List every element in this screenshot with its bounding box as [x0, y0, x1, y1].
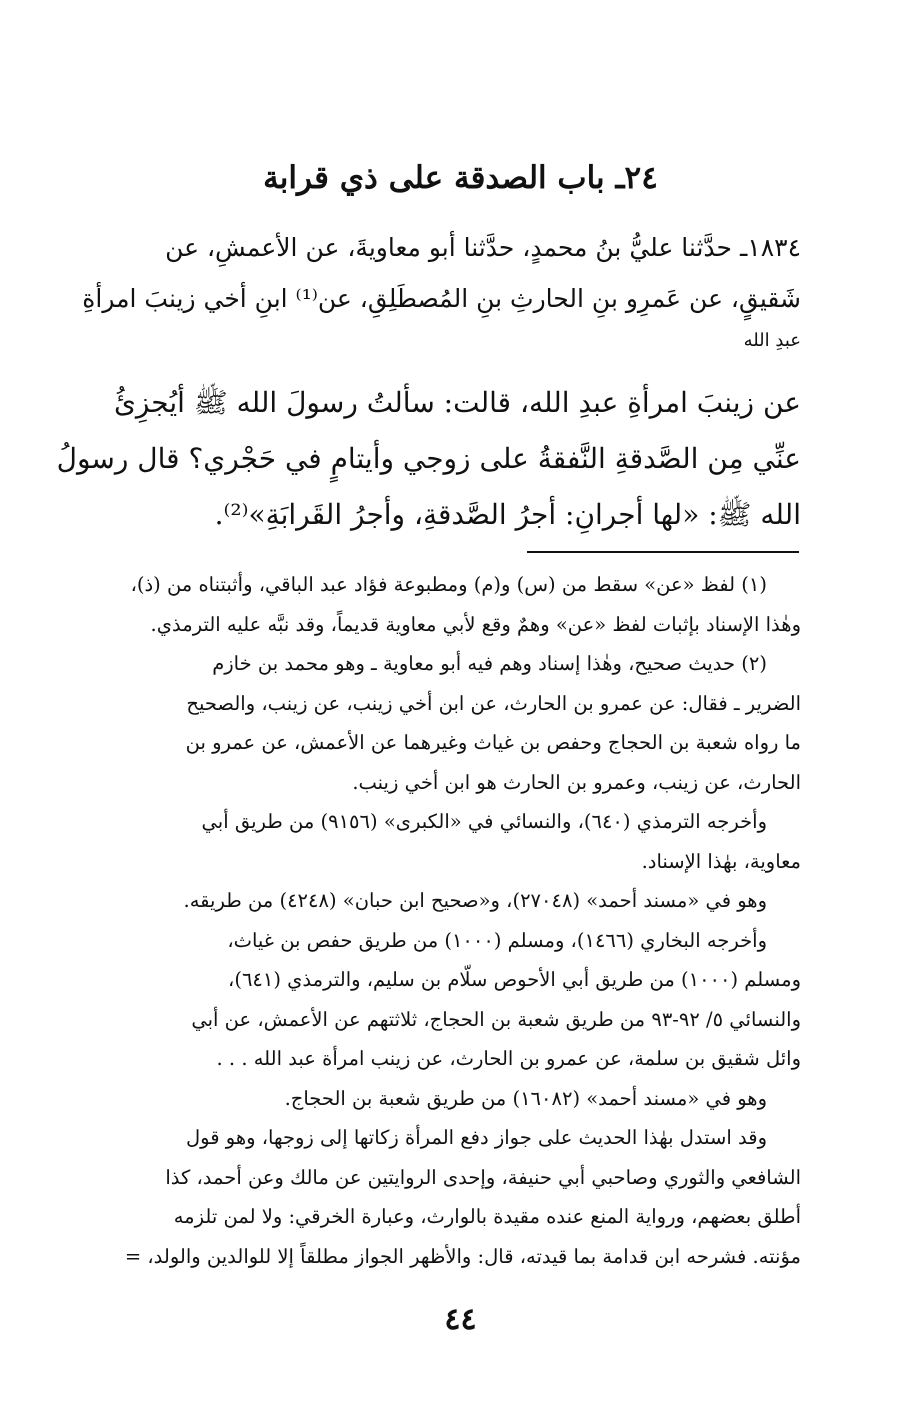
footnote-line: وقد استدل بهٰذا الحديث على جواز دفع المرأة زكاتها إلى زوجها، وهو قول — [185, 1126, 767, 1149]
footnote-line: الضرير ـ فقال: عن عمرو بن الحارث، عن ابن أخي زينب، عن زينب، والصحيح — [186, 691, 801, 715]
chapter-title: ٢٤ـ باب الصدقة على ذي قرابة — [263, 160, 658, 196]
footnote-line: والنسائي ٥/ ٩٢-٩٣ من طريق شعبة بن الحجاج، ثلاثتهم عن الأعمش، عن أبي — [191, 1007, 801, 1031]
footnote-line: مؤنته. فشرحه ابن قدامة بما قيدته، قال: والأظهر الجواز مطلقاً إلا للوالدين والولد، = — [124, 1244, 801, 1268]
footnote-line: وهٰذا الإسناد بإثبات لفظ «عن» وهمٌ وقع لأبي معاوية قديماً، وقد نبَّه عليه الترمذي. — [150, 612, 801, 636]
footnote-separator — [527, 551, 799, 553]
footnote-line: (١) لفظ «عن» سقط من (س) و(م) ومطبوعة فؤاد عبد الباقي، وأثبتناه من (ذ)، — [130, 573, 767, 596]
matn-line: عنِّي مِن الصَّدقةِ النَّفقةُ على زوجي وأيتامٍ في حَجْري؟ قال رسولُ — [56, 442, 801, 475]
hadith-isnad — [82, 222, 801, 358]
footnote-line: وائل شقيق بن سلمة، عن عمرو بن الحارث، عن زينب امرأة عبد الله . . . — [216, 1047, 801, 1070]
footnote-line: أطلق بعضهم، ورواية المنع عنده مقيدة بالوارث، وعبارة الخرقي: ولا لمن تلزمه — [173, 1205, 801, 1228]
footnote-line: ومسلم (١٠٠٠) من طريق أبي الأحوص سلّام بن سليم، والترمذي (٦٤١)، — [228, 968, 801, 991]
footnote-line: ما رواه شعبة بن الحجاج وحفص بن غياث وغيرهما عن الأعمش، عن عمرو بن — [185, 731, 801, 754]
isnad-line: عبدِ الله — [743, 330, 801, 351]
footnotes — [119, 565, 801, 1276]
isnad-line: ١٨٣٤ـ حدَّثنا عليُّ بنُ محمدٍ، حدَّثنا أبو معاويةَ، عن الأعمشِ، عن — [165, 233, 801, 262]
isnad-line: شَقيقٍ، عن عَمرِو بنِ الحارثِ بنِ المُصطَلِقِ، عن⁽¹⁾ ابنِ أخي زينبَ امرأةِ — [82, 284, 801, 313]
footnote-line: وأخرجه الترمذي (٦٤٠)، والنسائي في «الكبرى» (٩١٥٦) من طريق أبي — [201, 810, 767, 833]
footnote-line: معاوية، بهٰذا الإسناد. — [641, 849, 801, 873]
page-number: ٤٤ — [444, 1302, 477, 1337]
hadith-matn — [56, 375, 801, 543]
footnote-line: (٢) حديث صحيح، وهٰذا إسناد وهم فيه أبو معاوية ـ وهو محمد بن خازم — [212, 652, 767, 675]
matn-line: الله ﷺ: «لها أجرانِ: أجرُ الصَّدقةِ، وأجرُ القَرابَةِ»⁽²⁾. — [214, 498, 801, 531]
footnote-line: وهو في «مسند أحمد» (٢٧٠٤٨)، و«صحيح ابن حبان» (٤٢٤٨) من طريقه. — [183, 889, 767, 912]
footnote-line: وأخرجه البخاري (١٤٦٦)، ومسلم (١٠٠٠) من طريق حفص بن غياث، — [227, 928, 767, 952]
footnote-line: الشافعي والثوري وصاحبي أبي حنيفة، وإحدى الروايتين عن مالك وعن أحمد، كذا — [165, 1165, 801, 1189]
footnote-line: وهو في «مسند أحمد» (١٦٠٨٢) من طريق شعبة بن الحجاج. — [284, 1086, 767, 1110]
matn-line: عن زينبَ امرأةِ عبدِ الله، قالت: سألتُ رسولَ الله ﷺ أيُجزِئُ — [113, 386, 801, 419]
footnote-line: الحارث، عن زينب، وعمرو بن الحارث هو ابن أخي زينب. — [352, 770, 801, 794]
